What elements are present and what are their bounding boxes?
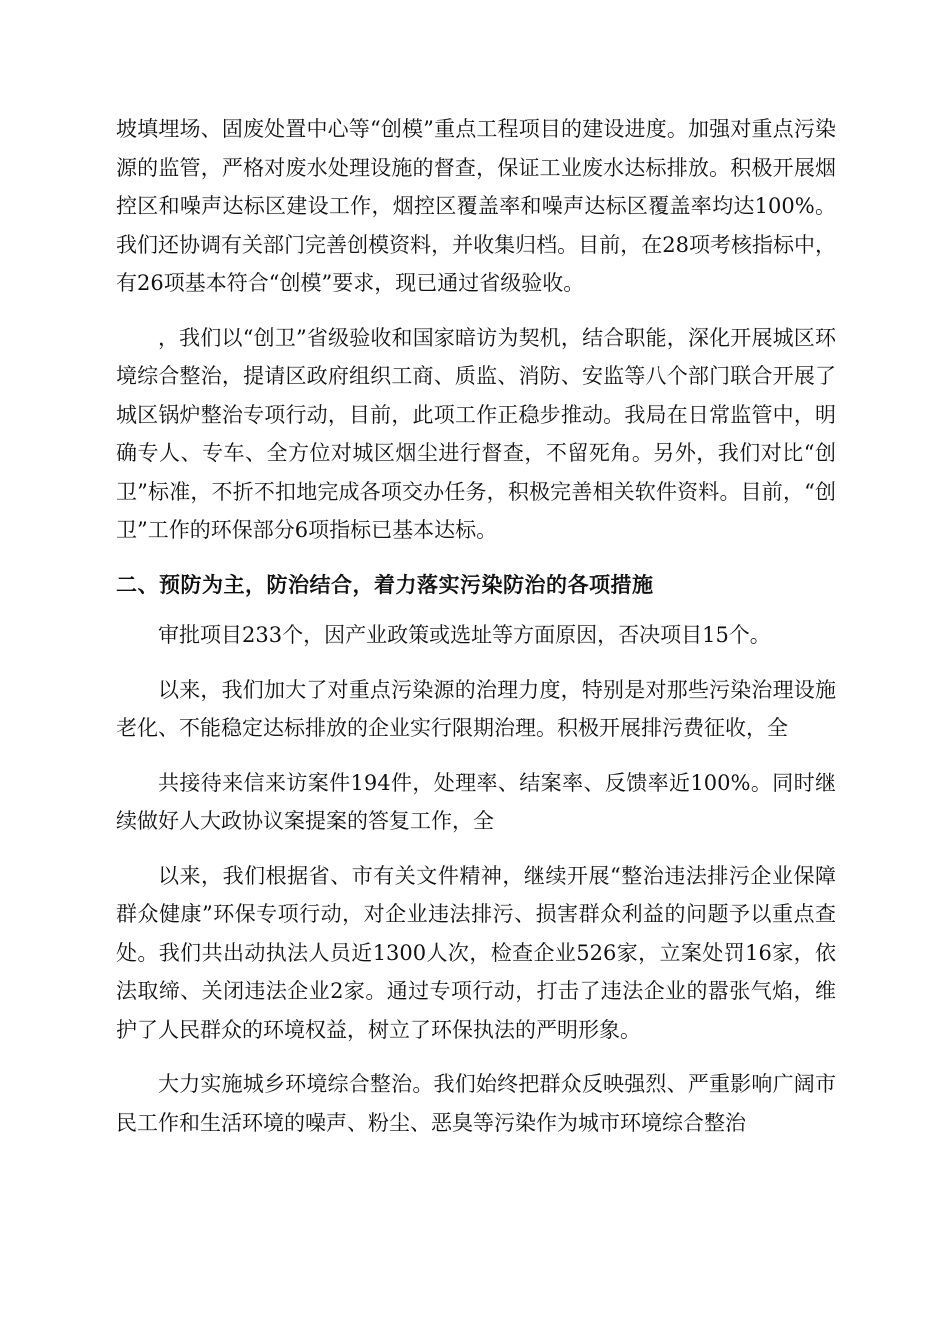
paragraph-project-approval: 审批项目233个，因产业政策或选址等方面原因，否决项目15个。	[158, 623, 771, 647]
section-heading-prevention: 二、预防为主，防治结合，着力落实污染防治的各项措施	[116, 572, 654, 597]
paragraph-creating-model-progress: 坡填埋场、固废处置中心等“创模”重点工程项目的建设进度。加强对重点污染源的监管，严格对废水处理设施的督查，保证工业废水达标排放。积极开展烟控区和噪声达标区建设工作，烟控区覆盖率和噪声达标区覆盖率均达100%。我们还协调有关部门完善创模资料，并收集归档。目前，在28项考核指标中，有26项基本符合“创模”要求，现已通过省级验收。	[116, 117, 836, 295]
paragraph-creating-health: ，我们以“创卫”省级验收和国家暗访为契机，结合职能，深化开展城区环境综合整治，提请区政府组织工商、质监、消防、安监等八个部门联合开展了城区锅炉整治专项行动，目前，此项工作正稳步推动。我局在日常监管中，明确专人、专车、全方位对城区烟尘进行督查，不留死角。另外，我们对比“创卫”标准，不折不扣地完成各项交办任务，积极完善相关软件资料。目前，“创卫”工作的环保部分6项指标已基本达标。	[116, 325, 836, 542]
paragraph-petitions: 共接待来信来访案件194件，处理率、结案率、反馈率近100%。同时继续做好人大政协议案提案的答复工作，全	[116, 770, 836, 833]
paragraph-urban-rural-rectification: 大力实施城乡环境综合整治。我们始终把群众反映强烈、严重影响广阔市民工作和生活环境的噪声、粉尘、恶臭等污染作为城市环境综合整治	[116, 1072, 836, 1135]
paragraph-pollution-treatment: 以来，我们加大了对重点污染源的治理力度，特别是对那些污染治理设施老化、不能稳定达标排放的企业实行限期治理。积极开展排污费征收，全	[116, 677, 836, 740]
document-page	[116, 110, 836, 1158]
paragraph-special-action: 以来，我们根据省、市有关文件精神，继续开展“整治违法排污企业保障群众健康”环保专项行动，对企业违法排污、损害群众利益的问题予以重点查处。我们共出动执法人员近1300人次，检查企业526家，立案处罚16家，依法取缔、关闭违法企业2家。通过专项行动，打击了违法企业的嚣张气焰，维护了人民群众的环境权益，树立了环保执法的严明形象。	[116, 863, 836, 1042]
